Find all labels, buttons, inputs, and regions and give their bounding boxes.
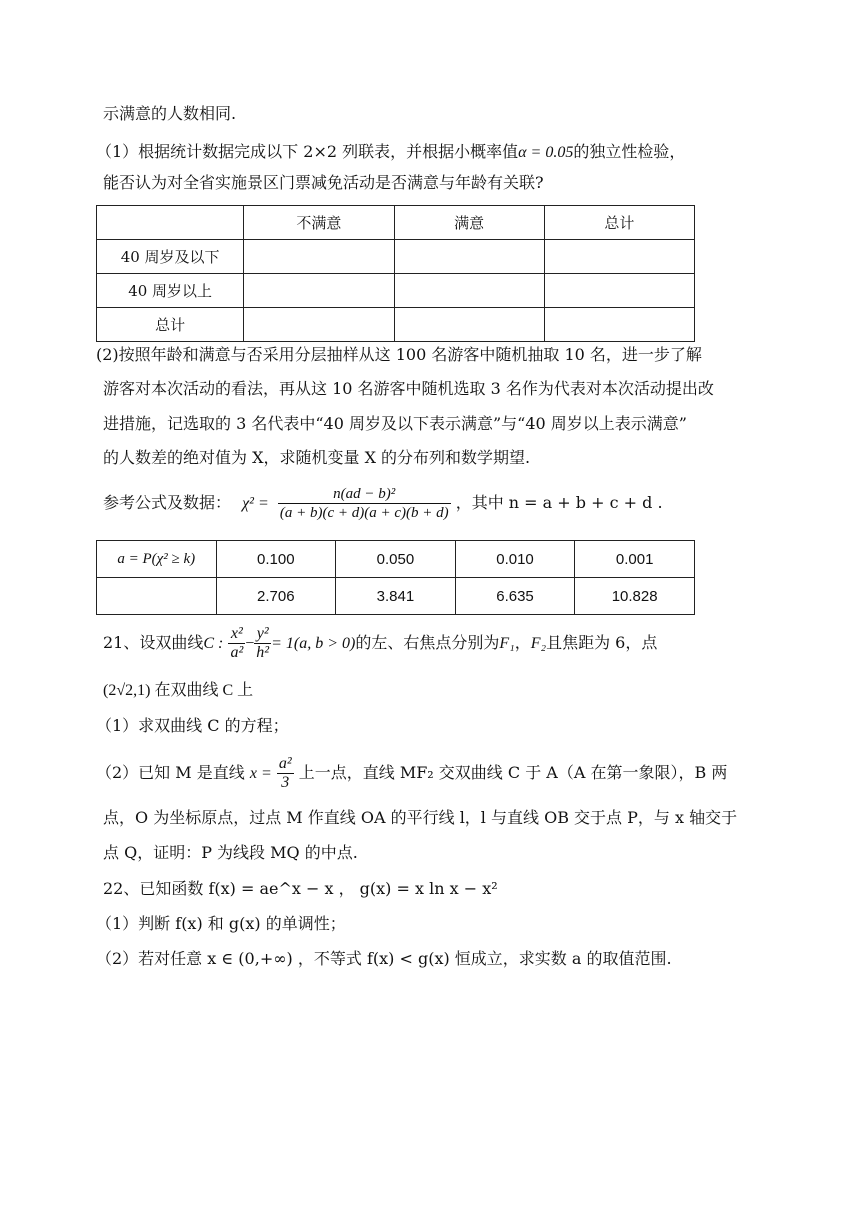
q20-part2-line2: 游客对本次活动的看法，再从这 10 名游客中随机选取 3 名作为代表对本次活动提出改: [103, 379, 714, 398]
q21-part2-line2: 点，O 为坐标原点，过点 M 作直线 OA 的平行线 l，l 与直线 OB 交于点 P，与 x 轴交于: [103, 808, 738, 827]
formula-lhs: χ² =: [242, 495, 269, 512]
q22-line1: 22、已知函数 f(x) = ae^x − x ， g(x) = x ln x − x²: [103, 879, 498, 898]
q20-part2-line1: (2)按照年龄和满意与否采用分层抽样从这 100 名游客中随机抽取 10 名，进一步了解: [96, 345, 702, 364]
q21-part1: （1）求双曲线 C 的方程；: [96, 716, 289, 735]
q21-line2: (2√2,1) 在双曲线 C 上: [103, 682, 254, 699]
formula-numerator: n(ad − b)²: [278, 485, 451, 504]
reference-formula: [103, 483, 663, 524]
q21-frac-x-num: x²: [228, 625, 245, 644]
table-cell: 0.001: [575, 541, 695, 578]
table-header-cell: 不满意: [244, 206, 394, 240]
table-cell: 0.100: [216, 541, 336, 578]
table-row-label: 总计: [97, 308, 244, 342]
table-cell: [544, 240, 694, 274]
q21-frac-x: [228, 625, 245, 662]
table-row: [97, 308, 695, 342]
formula-fraction: [278, 485, 451, 522]
q21-eq-rhs: = 1(a, b > 0): [271, 635, 356, 652]
q20-part2-line4: 的人数差的绝对值为 X，求随机变量 X 的分布列和数学期望.: [103, 448, 531, 467]
q20-part1-line2: 能否认为对全省实施景区门票减免活动是否满意与年龄有关联?: [103, 173, 544, 192]
table-cell: [394, 240, 544, 274]
table-cell: 2.706: [216, 578, 336, 615]
q21-part2-text-a: （2）已知 M 是直线: [96, 763, 245, 782]
q21-frac-y: [254, 625, 271, 662]
table-header-cell: 总计: [544, 206, 694, 240]
table-header-cell: 满意: [394, 206, 544, 240]
q21-part2-frac: [277, 755, 294, 792]
table-cell: [544, 274, 694, 308]
table-header-row: [97, 206, 695, 240]
intro-tail: 示满意的人数相同.: [103, 104, 237, 123]
q21-F2: F₂: [530, 635, 547, 652]
formula-label: 参考公式及数据：: [103, 493, 232, 512]
table-row: [97, 541, 695, 578]
table-cell: 10.828: [575, 578, 695, 615]
q21-text-c: 且焦距为 6，点: [546, 633, 658, 652]
q20-part1-line1: [96, 141, 685, 164]
table-row: [97, 274, 695, 308]
q21-text-b: 的左、右焦点分别为: [355, 633, 500, 652]
table-cell: [244, 240, 394, 274]
q21-comma: ，: [514, 633, 531, 652]
q22-part1: （1）判断 f(x) 和 g(x) 的单调性；: [96, 914, 346, 933]
q21-line1: [103, 622, 657, 665]
q21-minus: −: [245, 635, 255, 652]
table-cell: [544, 308, 694, 342]
table-row-label: [97, 578, 217, 615]
q20-part1-text-b: 的独立性检验，: [573, 142, 686, 161]
table-cell: 3.841: [336, 578, 456, 615]
q21-frac-x-den: a²: [230, 644, 244, 661]
table-row-label: 40 周岁以上: [97, 274, 244, 308]
q21-intro: 21、设双曲线: [103, 633, 204, 652]
q21-frac-y-den: h²: [256, 644, 270, 661]
q21-F1: F₁: [499, 635, 515, 652]
q20-part1-text-a: （1）根据统计数据完成以下 2×2 列联表，并根据小概率值: [96, 142, 519, 161]
q22-part2: （2）若对任意 x ∈ (0,+∞) ，不等式 f(x) < g(x) 恒成立，求实数 a 的取值范围.: [96, 949, 672, 968]
q21-part2-frac-num: a²: [278, 755, 292, 772]
formula-tail: ，其中 n = a + b + c + d .: [455, 493, 663, 512]
q20-part2-line3: 进措施，记选取的 3 名代表中“40 周岁及以下表示满意”与“40 周岁以上表示满意”: [103, 414, 687, 433]
table-cell: 0.010: [455, 541, 575, 578]
table-cell: [394, 308, 544, 342]
table-cell: [244, 308, 394, 342]
table-header-cell: [97, 206, 244, 240]
table-row-label: a = P(χ² ≥ k): [97, 541, 217, 578]
contingency-table: [96, 205, 695, 342]
table-row: [97, 578, 695, 615]
q21-eq-lhs: C :: [203, 635, 224, 652]
q21-part2-line1: [96, 752, 727, 795]
formula-denominator: (a + b)(c + d)(a + c)(b + d): [279, 505, 449, 521]
q21-frac-y-num: y²: [254, 625, 271, 644]
table-cell: [244, 274, 394, 308]
table-cell: [394, 274, 544, 308]
q21-part2-line3: 点 Q，证明：P 为线段 MQ 的中点.: [103, 843, 358, 862]
table-row: [97, 240, 695, 274]
table-cell: 6.635: [455, 578, 575, 615]
q20-part1-alpha: α = 0.05: [518, 144, 574, 161]
table-row-label: 40 周岁及以下: [97, 240, 244, 274]
q21-part2-text-b: 上一点，直线 MF₂ 交双曲线 C 于 A（A 在第一象限），B 两: [298, 763, 728, 782]
table-cell: 0.050: [336, 541, 456, 578]
q21-part2-frac-den: 3: [281, 774, 290, 791]
q21-part2-x: x =: [249, 765, 272, 782]
critical-value-table: [96, 540, 695, 615]
